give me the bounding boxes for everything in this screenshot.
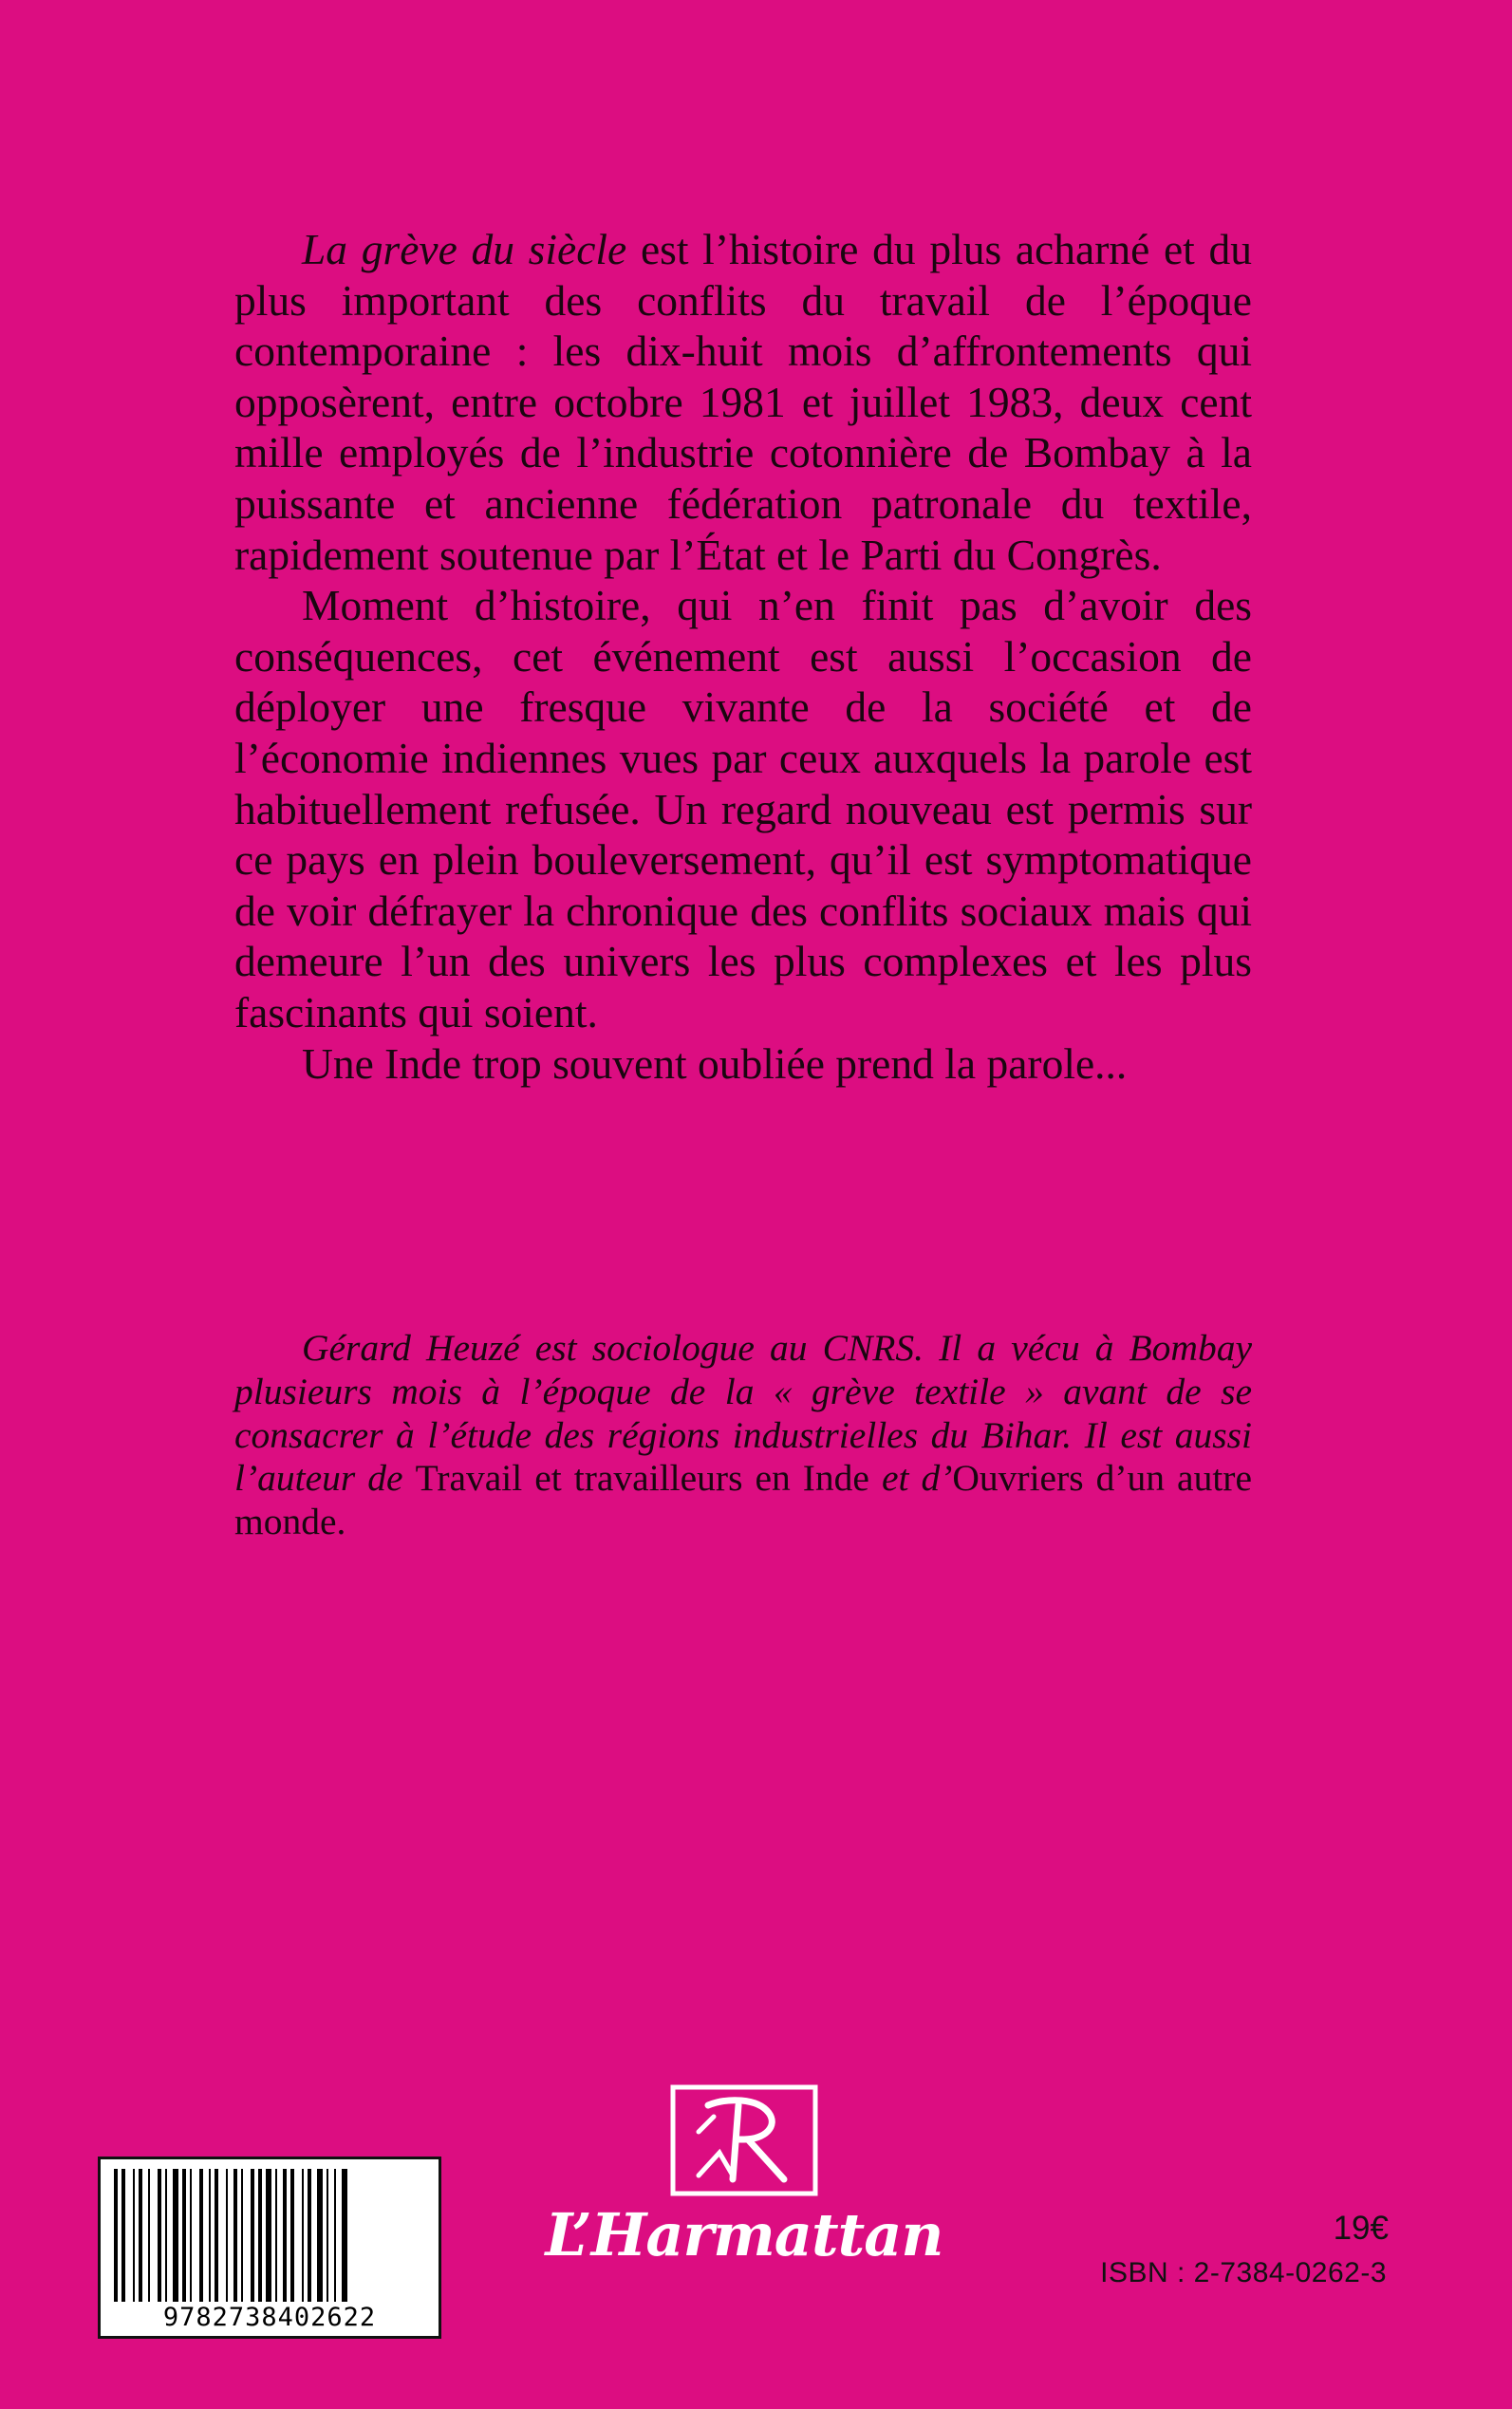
book-reference-2: Ouvriers d’un autre monde [234,1457,1252,1543]
author-bio-part-3: . [336,1501,346,1543]
harmattan-logo-icon [670,2084,818,2196]
publisher-logo-text: L’Harmattan [545,2200,943,2269]
author-bio-part-1: Gérard Heuzé est sociologue au CNRS. Il a vécu à Bombay plusieurs mois à l’époque de la « grève textile » avant de se consacrer à l’étude des régions industrielles du Bihar. Il est aussi l’auteur de [234,1327,1252,1500]
book-title-italic: La grève du siècle [302,225,627,273]
blurb-paragraph-3: Une Inde trop souvent oubliée prend la parole... [302,1038,1128,1088]
barcode-number: 9782738402622 [162,2303,377,2332]
blurb-paragraph-2: Moment d’histoire, qui n’en finit pas d’avoir des conséquences, cet événement est aussi l’occasion de déployer une fresque vivante de la société et de l’économie indiennes vues par ceux auxquels la parole est habituellement refusée. Un regard nouveau est permis sur ce pays en plein bouleversement, qu’il est symptomatique de voir défrayer la chronique des conflits sociaux mais qui demeure l’un des univers les plus complexes et les plus fascinants qui soient. [234,581,1252,1036]
author-bio-part-2: et d’ [868,1457,953,1500]
blurb-paragraph-1-text: est l’histoire du plus acharné et du plus important des conflits du travail de l’époque contemporaine : les dix-huit mois d’affrontements qui opposèrent, entre octobre 1981 et juillet 1983, deux cent mille employés de l’industrie cotonnière de Bombay à la puissante et ancienne fédération patronale du textile, rapidement soutenue par l’État et le Parti du Congrès. [234,225,1253,579]
barcode-bars-icon [112,2169,427,2302]
barcode [98,2157,441,2339]
author-bio-text [234,1327,1252,1544]
price-label: 19€ [1333,2210,1389,2247]
book-reference-1: Travail et travailleurs en Inde [415,1457,869,1500]
blurb-paragraph-1 [234,224,1252,580]
author-bio [234,1327,1252,1544]
isbn-label: ISBN : 2-7384-0262-3 [1100,2257,1387,2288]
back-cover-blurb [234,224,1252,1089]
